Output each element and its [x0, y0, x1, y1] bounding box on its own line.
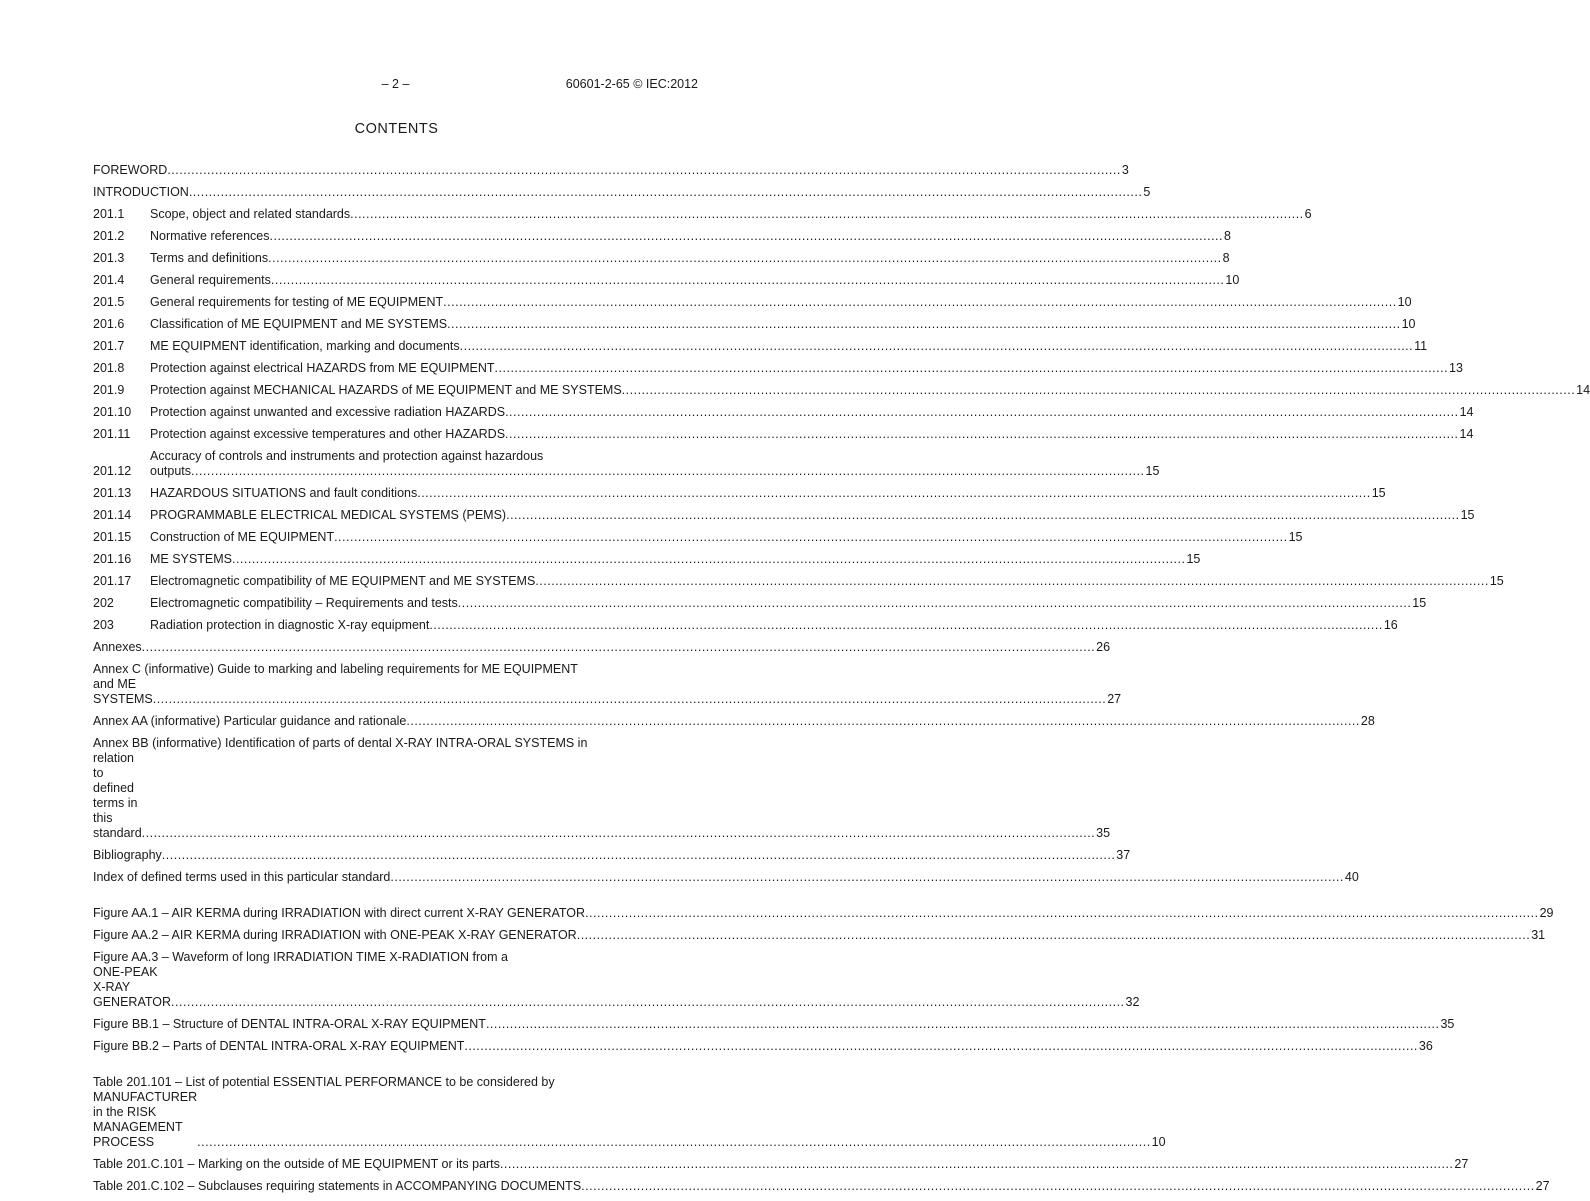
clause-number: 202 — [93, 596, 114, 610]
leader-dots — [390, 870, 1344, 885]
leader-dots — [197, 1135, 1151, 1150]
entry-title-line1: Annex C (informative) Guide to marking and labeling requirements for ME EQUIPMENT — [93, 662, 578, 676]
page-ref: 10 — [1151, 1135, 1166, 1149]
toc-entry[interactable] — [93, 530, 1303, 545]
entry-title: Protection against MECHANICAL HAZARDS of ME EQUIPMENT and ME SYSTEMS — [150, 383, 622, 397]
entry-title: Table 201.C.102 – Subclauses requiring statements in ACCOMPANYING DOCUMENTS — [93, 1179, 582, 1193]
page-ref: 27 — [1454, 1157, 1469, 1171]
leader-dots — [577, 928, 1531, 943]
entry-title: FOREWORD — [93, 163, 168, 177]
leader-dots — [271, 273, 1225, 288]
entry-title — [93, 1075, 1166, 1150]
leader-dots — [447, 317, 1401, 332]
toc-entry[interactable] — [93, 163, 1129, 178]
entry-title-line2: outputs — [150, 464, 192, 478]
entry-title-line2-row — [93, 677, 1121, 707]
leader-dots — [167, 163, 1121, 178]
page-ref: 15 — [1460, 508, 1475, 522]
clause-number: 201.14 — [93, 508, 132, 522]
clause-number: 201.3 — [93, 251, 125, 265]
page-ref: 8 — [1224, 229, 1231, 243]
leader-dots — [406, 714, 1360, 729]
leader-dots — [189, 185, 1143, 200]
leader-dots — [622, 383, 1576, 398]
page-ref: 14 — [1459, 405, 1474, 419]
page-ref: 3 — [1121, 163, 1129, 177]
entry-title: Bibliography — [93, 848, 162, 862]
toc-entry[interactable] — [93, 574, 1504, 589]
toc-entry[interactable] — [93, 207, 1312, 222]
page-ref: 27 — [1107, 692, 1122, 706]
toc-entry[interactable] — [93, 870, 1359, 885]
entry-title: Normative references — [150, 229, 270, 243]
clause-number: 201.4 — [93, 273, 125, 287]
entry-title: Construction of ME EQUIPMENT — [150, 530, 335, 544]
page-ref: 26 — [1096, 640, 1111, 654]
page-ref: 10 — [1401, 317, 1416, 331]
entry-title-line2: MANUFACTURER in the RISK MANAGEMENT PROCESS — [93, 1090, 198, 1149]
page-ref: 37 — [1116, 848, 1131, 862]
clause-number: 201.16 — [93, 552, 132, 566]
toc-section-figures — [93, 906, 1554, 1054]
toc-entry[interactable] — [93, 714, 1375, 729]
entry-title: INTRODUCTION — [93, 185, 189, 199]
page-ref: 15 — [1489, 574, 1504, 588]
entry-title: Radiation protection in diagnostic X-ray equipment — [150, 618, 430, 632]
entry-title: Electromagnetic compatibility of ME EQUIPMENT and ME SYSTEMS — [150, 574, 536, 588]
leader-dots — [505, 405, 1459, 420]
page-ref: 36 — [1418, 1039, 1433, 1053]
page-ref: 8 — [1222, 251, 1230, 265]
entry-title: General requirements for testing of ME EQUIPMENT — [150, 295, 444, 309]
entry-title: ME SYSTEMS — [150, 552, 232, 566]
entry-title: Figure BB.2 – Parts of DENTAL INTRA-ORAL X-RAY EQUIPMENT — [93, 1039, 465, 1053]
toc-entry[interactable] — [93, 185, 1151, 200]
leader-dots — [268, 251, 1222, 266]
toc-entry[interactable] — [93, 317, 1416, 332]
leader-dots — [505, 427, 1459, 442]
toc-entry[interactable] — [93, 736, 1111, 841]
toc-entry[interactable] — [93, 928, 1546, 943]
entry-title-line1: Table 201.101 – List of potential ESSENTIAL PERFORMANCE to be considered by — [93, 1075, 555, 1089]
page-ref: 16 — [1383, 618, 1398, 632]
clause-number: 201.12 — [93, 464, 132, 478]
entry-title: Annex AA (informative) Particular guidance and rationale — [93, 714, 407, 728]
toc-entry[interactable] — [93, 618, 1398, 633]
leader-dots — [171, 995, 1125, 1010]
toc-entry[interactable] — [93, 486, 1386, 501]
toc-entry[interactable] — [93, 596, 1427, 611]
clause-number: 201.2 — [93, 229, 125, 243]
page-ref: 15 — [1371, 486, 1386, 500]
page-ref: 35 — [1440, 1017, 1455, 1031]
toc-entry[interactable] — [93, 339, 1428, 354]
page-ref: 35 — [1096, 826, 1111, 840]
page-ref: 10 — [1225, 273, 1240, 287]
clause-number: 201.1 — [93, 207, 125, 221]
page-ref: 15 — [1145, 464, 1160, 478]
toc-entry[interactable] — [93, 361, 1463, 376]
entry-title — [93, 662, 1121, 707]
entry-title — [93, 736, 1110, 841]
toc-entry[interactable] — [93, 295, 1412, 310]
leader-dots — [417, 486, 1371, 501]
entry-title: Table 201.C.101 – Marking on the outside of ME EQUIPMENT or its parts — [93, 1157, 500, 1171]
toc-entry[interactable] — [93, 405, 1474, 420]
page-ref: 29 — [1539, 906, 1554, 920]
clause-number: 201.6 — [93, 317, 125, 331]
toc-entry[interactable] — [93, 1179, 1550, 1194]
leader-dots — [464, 1039, 1418, 1054]
standard-reference: 60601-2-65 © IEC:2012 — [565, 77, 698, 91]
entry-title: Figure AA.2 – AIR KERMA during IRRADIATION with ONE-PEAK X-RAY GENERATOR — [93, 928, 577, 942]
page-ref: 5 — [1143, 185, 1151, 199]
toc-entry[interactable] — [93, 906, 1554, 921]
leader-dots — [350, 207, 1304, 222]
entry-title — [150, 449, 1159, 479]
leader-dots — [191, 464, 1145, 479]
page-ref: 13 — [1449, 361, 1463, 375]
leader-dots — [334, 530, 1288, 545]
clause-number: 201.8 — [93, 361, 125, 375]
entry-title-line2-row — [93, 965, 1139, 1010]
toc-entry[interactable] — [93, 1017, 1455, 1032]
page-ref: 15 — [1412, 596, 1427, 610]
leader-dots — [581, 1179, 1535, 1194]
clause-number: 201.7 — [93, 339, 125, 353]
entry-title-line2-row — [93, 751, 1110, 841]
toc-entry[interactable] — [93, 508, 1475, 523]
entry-title: Figure BB.1 – Structure of DENTAL INTRA-ORAL X-RAY EQUIPMENT — [93, 1017, 486, 1031]
leader-dots — [142, 826, 1096, 841]
entry-title-line2-row — [150, 464, 1159, 479]
toc-entry[interactable] — [93, 640, 1111, 655]
leader-dots — [443, 295, 1397, 310]
entry-title-line1: Figure AA.3 – Waveform of long IRRADIATION TIME X-RADIATION from a — [93, 950, 508, 964]
toc-entry[interactable] — [93, 552, 1201, 567]
clause-number: 201.17 — [93, 574, 132, 588]
page-ref: 6 — [1304, 207, 1312, 221]
entry-title: Protection against electrical HAZARDS from ME EQUIPMENT — [150, 361, 495, 375]
toc-entry[interactable] — [93, 427, 1474, 442]
clause-number: 201.13 — [93, 486, 132, 500]
clause-number: 201.11 — [93, 427, 131, 441]
entry-title: ME EQUIPMENT identification, marking and documents — [150, 339, 460, 353]
entry-title-line2: ONE-PEAK X-RAY GENERATOR — [93, 965, 172, 1009]
page-ref: 40 — [1344, 870, 1359, 884]
entry-title: Protection against excessive temperatures and other HAZARDS — [150, 427, 506, 441]
toc-entry[interactable] — [93, 1157, 1469, 1172]
entry-title: Classification of ME EQUIPMENT and ME SYSTEMS — [150, 317, 448, 331]
clause-number: 201.9 — [93, 383, 125, 397]
entry-title: PROGRAMMABLE ELECTRICAL MEDICAL SYSTEMS (PEMS) — [150, 508, 507, 522]
leader-dots — [585, 906, 1539, 921]
entry-title — [93, 950, 1139, 1010]
clause-number: 201.15 — [93, 530, 132, 544]
entry-title: Scope, object and related standards — [150, 207, 351, 221]
entry-title: Index of defined terms used in this particular standard — [93, 870, 391, 884]
toc-entry[interactable] — [93, 950, 1140, 1010]
entry-title-line2: relation to defined terms in this standard — [93, 751, 142, 840]
page-ref: 14 — [1459, 427, 1474, 441]
page-title: CONTENTS — [354, 121, 439, 137]
table-of-contents — [93, 163, 1590, 1201]
page-ref: 11 — [1414, 339, 1428, 353]
toc-entry[interactable] — [93, 449, 1160, 479]
toc-entry[interactable] — [93, 229, 1231, 244]
clause-number: 203 — [93, 618, 114, 632]
entry-title: Protection against unwanted and excessive radiation HAZARDS — [150, 405, 506, 419]
entry-title: General requirements — [150, 273, 271, 287]
toc-entry[interactable] — [93, 251, 1230, 266]
entry-title-line1: Annex BB (informative) Identification of parts of dental X-RAY INTRA-ORAL SYSTEMS in — [93, 736, 588, 750]
entry-title: HAZARDOUS SITUATIONS and fault conditions — [150, 486, 418, 500]
page-ref: 28 — [1360, 714, 1375, 728]
page-ref: 14 — [1576, 383, 1590, 397]
page-ref: 10 — [1397, 295, 1412, 309]
toc-entry[interactable] — [93, 848, 1131, 863]
page-header — [93, 77, 698, 93]
leader-dots — [270, 229, 1224, 244]
toc-entry[interactable] — [93, 1075, 1166, 1150]
leader-dots — [429, 618, 1383, 633]
clause-number: 201.5 — [93, 295, 125, 309]
toc-entry[interactable] — [93, 662, 1122, 707]
toc-entry[interactable] — [93, 383, 1590, 398]
leader-dots — [460, 339, 1414, 354]
toc-entry[interactable] — [93, 1039, 1433, 1054]
leader-dots — [162, 848, 1116, 863]
entry-title: Electromagnetic compatibility – Requirements and tests — [150, 596, 458, 610]
entry-title-line1: Accuracy of controls and instruments and protection against hazardous — [150, 449, 544, 463]
page-ref: 15 — [1186, 552, 1201, 566]
leader-dots — [153, 692, 1107, 707]
clause-number: 201.10 — [93, 405, 132, 419]
entry-title: Annexes — [93, 640, 142, 654]
leader-dots — [232, 552, 1186, 567]
toc-section-tables — [93, 1075, 1550, 1194]
page-ref: 31 — [1531, 928, 1546, 942]
page-ref: 27 — [1535, 1179, 1550, 1193]
entry-title-line2-row — [93, 1090, 1166, 1150]
leader-dots — [506, 508, 1460, 523]
leader-dots — [535, 574, 1489, 589]
page-number: – 2 – — [381, 77, 410, 91]
entry-title-line2: and ME SYSTEMS — [93, 677, 153, 706]
leader-dots — [500, 1157, 1454, 1172]
toc-section-clauses — [93, 163, 1590, 885]
page-ref: 15 — [1288, 530, 1303, 544]
leader-dots — [495, 361, 1449, 376]
leader-dots — [142, 640, 1096, 655]
entry-title: Figure AA.1 – AIR KERMA during IRRADIATION with direct current X-RAY GENERATOR — [93, 906, 586, 920]
page-ref: 32 — [1125, 995, 1140, 1009]
leader-dots — [486, 1017, 1440, 1032]
leader-dots — [458, 596, 1412, 611]
entry-title: Terms and definitions — [150, 251, 269, 265]
toc-entry[interactable] — [93, 273, 1240, 288]
